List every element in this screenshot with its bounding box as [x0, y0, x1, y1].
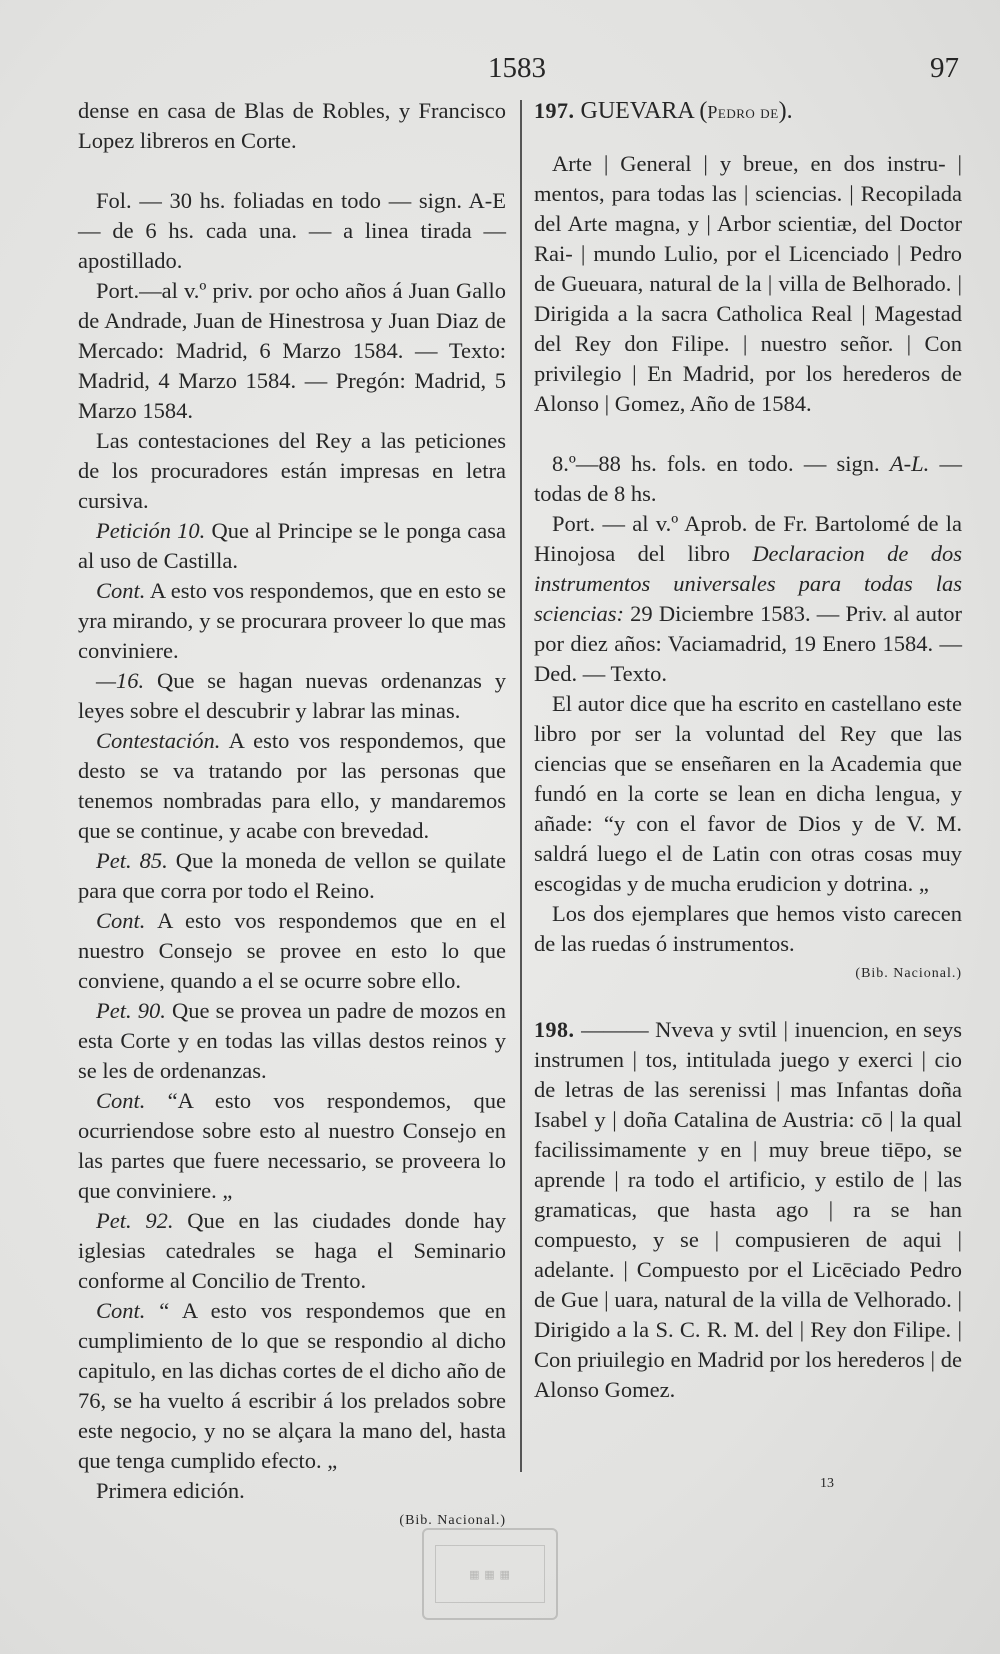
petition-85 [78, 846, 506, 906]
answer-16 [78, 726, 506, 846]
library-source: (Bib. Nacional.) [855, 966, 962, 981]
answer-text: A esto vos respondemos que en el nuestro Consejo se provee en esto lo que conviene, quando a el se ocurre sobre ello. [78, 908, 506, 993]
petition-16 [78, 666, 506, 726]
page-header-year: 1583 [488, 52, 546, 84]
entry-198 [534, 1015, 962, 1405]
spacer [534, 985, 962, 1015]
petition-text: Que se hagan nuevas ordenanzas y leyes sobre el descubrir y labrar las minas. [78, 668, 506, 723]
physical-text-end: — todas de 8 hs. [534, 451, 963, 506]
entry-author: GUEVARA ( [574, 98, 708, 124]
petition-text: Que se provea un padre de mozos en esta Corte y en todas las villas destos reinos y se les de ordenanzas. [78, 998, 506, 1083]
petition-label: Petición 10. [96, 518, 206, 543]
answer-10 [78, 576, 506, 666]
contents-note: Las contestaciones del Rey a las peticiones de los procuradores están impresas en letra cursiva. [78, 428, 506, 513]
petition-label: Pet. 85. [96, 848, 168, 873]
cited-title: Declaracion de dos instrumentos universales para todas las sciencias: [534, 541, 962, 626]
library-source: (Bib. Nacional.) [399, 1513, 506, 1528]
library-stamp-image: ▦ ▦ ▦ [435, 1545, 545, 1603]
entry-number: 198. [534, 1017, 575, 1042]
petition-text: Que en las ciudades donde hay iglesias catedrales se haga el Seminario conforme al Concilio de Trento. [78, 1208, 506, 1293]
spacer [534, 127, 962, 149]
entry-197-contents [534, 509, 962, 689]
entry-author-end: ). [778, 98, 793, 124]
contents-text-end: 29 Diciembre 1583. — Priv. al autor por diez años: Vaciamadrid, 19 Enero 1584. — Ded. — Texto. [534, 601, 962, 686]
entry-197-heading [534, 96, 962, 127]
petition-label: Pet. 90. [96, 998, 166, 1023]
answer-92 [78, 1296, 506, 1476]
petition-label: Pet. 92. [96, 1208, 174, 1233]
answer-label: Cont. [96, 1298, 146, 1323]
entry-author-smallcaps: Pedro de [707, 102, 779, 122]
answer-text: “ A esto vos respondemos que en cumplimiento de lo que se respondio al dicho capitulo, en las dichas cortes de el dicho año de 76, se ha vuelto á escribir á los prelados sobre este negocio, y no se alçara la mano del, hasta que tenga cumplido efecto. „ [78, 1298, 506, 1473]
signature-range: A-L. [889, 451, 930, 476]
entry-197-title: Arte | General | y breue, en dos instru- | mentos, para todas las | sciencias. | Recopilada del Arte magna, y | Arbor scientiæ, del Doctor Rai- | mundo Lulio, por el Licenciado | Pedro de Gueuara, natural de la | villa de Belhorado. | Dirigida a la sacra Catholica Real | Magestad del Rey don Filipe. | nuestro señor. | Con privilegio | En Madrid, por los herederos de Alonso | Gomez, Año de 1584. [534, 151, 962, 416]
answer-label: Cont. [96, 1088, 146, 1113]
library-stamp [422, 1528, 558, 1620]
entry-197-note: El autor dice que ha escrito en castellano este libro por ser la voluntad del Rey que las ciencias que se enseñaren en la Academia que fundó en la corte se lean en dicha lengua, y añade: “y con el favor de Dios y de V. M. saldrá luego el de Latin con otras cosas muy escogidas y de mucha erudicion y dotrina. „ [534, 691, 962, 896]
answer-text: “A esto vos respondemos, que ocurriendose sobre esto al nuestro Consejo en las partes que fuere necessario, se proveera lo que conviniere. „ [78, 1088, 506, 1203]
spacer [78, 156, 506, 186]
physical-description: Fol. — 30 hs. foliadas en todo — sign. A-E — de 6 hs. cada una. — a linea tirada — apostillado. [78, 188, 506, 273]
petition-text: Que al Principe se le ponga casa al uso de Castilla. [78, 518, 506, 573]
petition-92 [78, 1206, 506, 1296]
spacer [534, 419, 962, 449]
entry-197-physical [534, 449, 962, 509]
petition-label: —16. [96, 668, 145, 693]
answer-85 [78, 906, 506, 996]
physical-text: 8.º—88 hs. fols. en todo. — sign. [552, 451, 890, 476]
answer-label: Cont. [96, 578, 146, 603]
right-column [534, 96, 962, 1405]
contents-text: Port. — al v.º Aprob. de Fr. Bartolomé de la Hinojosa del libro [534, 511, 962, 566]
petition-text: Que la moneda de vellon se quilate para que corra por todo el Reino. [78, 848, 506, 903]
column-divider [520, 100, 522, 1472]
answer-label: Contestación. [96, 728, 221, 753]
ditto-dash: ——— [581, 1017, 649, 1042]
entry-196-imprint-end: dense en casa de Blas de Robles, y Francisco Lopez libreros en Corte. [78, 98, 506, 153]
petition-10 [78, 516, 506, 576]
answer-text: A esto vos respondemos, que desto se va tratando por las personas que tenemos nombradas para ello, y mandaremos que se continue, y acabe con brevedad. [78, 728, 506, 843]
page-number: 97 [930, 52, 959, 84]
petition-90 [78, 996, 506, 1086]
answer-90 [78, 1086, 506, 1206]
printer-signature-mark: 13 [820, 1476, 834, 1491]
answer-label: Cont. [96, 908, 146, 933]
entry-number: 197. [534, 98, 575, 123]
edition-note: Primera edición. [96, 1478, 245, 1503]
answer-text: A esto vos respondemos, que en esto se yra mirando, y se procurara proveer lo que mas conviniere. [78, 578, 506, 663]
left-column [78, 96, 506, 1532]
contents-description: Port.—al v.º priv. por ocho años á Juan Gallo de Andrade, Juan de Hinestrosa y Juan Diaz de Mercado: Madrid, 6 Marzo 1584. — Texto: Madrid, 4 Marzo 1584. — Pregón: Madrid, 5 Marzo 1584. [78, 278, 506, 423]
entry-198-title: Nveva y svtil | inuencion, en seys instrumen | tos, intitulada juego y exerci | cio de letras de las serenissi | mas Infantas doña Isabel y | doña Catalina de Austria: cō | la qual facilissimamente y en | muy breue tiēpo, se aprende | ra todo el artificio, y estilo de | las gramaticas, que hasta ago | ra se han compuesto, y se | compusieren de aqui | adelante. | Compuesto por el Licēciado Pedro de Gue | uara, natural de la villa de Velhorado. | Dirigido a la S. C. R. M. del | Rey don Filipe. | Con priuilegio en Madrid por los herederos | de Alonso Gomez. [534, 1017, 963, 1402]
entry-197-copies-note: Los dos ejemplares que hemos visto carecen de las ruedas ó instrumentos. [534, 901, 962, 956]
